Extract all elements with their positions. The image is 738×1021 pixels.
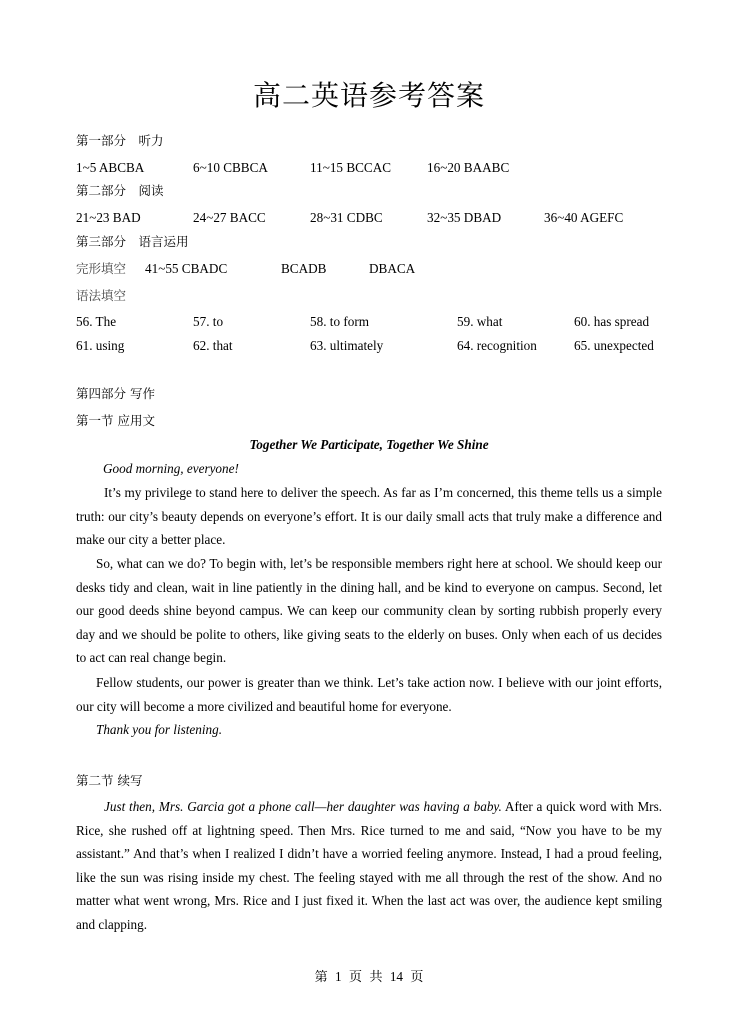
continuation-body: After a quick word with Mrs. Rice, she rushed off at lightning speed. Then Mrs. Rice turned to me and said, “Now you have to be my assistant.” And that’s when I realized I didn’t have a worried feeling anymore. Instead, I had a proud feeling, like the sun was rising inside my chest. The feeling stayed with me all through the rest of the show. And no matter what went wrong, Mrs. Rice and I just fixed it. When the last act was over, the audience kept smiling and clapping. [76, 799, 663, 932]
part4-heading: 第四部分 写作 [76, 386, 155, 401]
grammar-answer: 58. to form [310, 314, 369, 329]
essay-paragraph: It’s my privilege to stand here to deliver the speech. As far as I’m concerned, this theme tells us a simple truth: our city’s beauty depends on everyone’s effort. It is our daily small acts that truly make a difference and make our city a better place. [76, 485, 662, 548]
grammar-answer: 65. unexpected [574, 338, 654, 353]
answer-group: 11~15 BCCAC [310, 160, 392, 175]
essay-paragraph: So, what can we do? To begin with, let’s be responsible members right here at school. We should keep our desks tidy and clean, wait in line patiently in the dining hall, and be kind to everyone on campus. Second, let our good deeds shine beyond campus. We can keep our community clean by sorting rubbish properly every day and we should be polite to others, like giving seats to the elderly on buses. Only when each of us decides to act can real change begin. [76, 556, 662, 666]
part1-heading: 第一部分 听力 [76, 133, 164, 148]
answer-group: BCADB [281, 261, 327, 276]
answer-group: 36~40 AGEFC [544, 210, 624, 225]
grammar-answer: 60. has spread [574, 314, 650, 329]
page-footer: 第 1 页 共 14 页 [314, 969, 424, 984]
answer-group: 21~23 BAD [76, 210, 141, 225]
page-title: 高二英语参考答案 [252, 79, 485, 112]
answer-group: 41~55 CBADC [145, 261, 228, 276]
part3-heading: 第三部分 语言运用 [76, 234, 189, 249]
grammar-answer: 56. The [76, 314, 117, 329]
grammar-label: 语法填空 [76, 288, 127, 303]
grammar-answer: 63. ultimately [310, 338, 384, 353]
answer-group: 32~35 DBAD [427, 210, 502, 225]
answer-group: 16~20 BAABC [427, 160, 510, 175]
essay-closing: Thank you for listening. [96, 722, 223, 737]
essay-title: Together We Participate, Together We Shine [249, 437, 489, 452]
continuation-lead: Just then, Mrs. Garcia got a phone call—her daughter was having a baby. [104, 799, 502, 814]
grammar-answer: 62. that [193, 338, 233, 353]
answer-group: DBACA [369, 261, 416, 276]
answer-group: 1~5 ABCBA [76, 160, 145, 175]
answer-group: 24~27 BACC [193, 210, 266, 225]
cloze-label: 完形填空 [76, 261, 127, 276]
answer-group: 6~10 CBBCA [193, 160, 268, 175]
part2-heading: 第二部分 阅读 [76, 183, 164, 198]
continuation-paragraph [76, 795, 662, 937]
answer-group: 28~31 CDBC [310, 210, 383, 225]
section1-heading: 第一节 应用文 [76, 413, 155, 428]
grammar-answer: 57. to [193, 314, 224, 329]
essay-paragraph: Fellow students, our power is greater than we think. Let’s take action now. I believe with our joint efforts, our city will become a more civilized and beautiful home for everyone. [76, 675, 662, 714]
grammar-answer: 64. recognition [457, 338, 537, 353]
essay-greeting: Good morning, everyone! [103, 461, 239, 476]
section2-heading: 第二节 续写 [76, 773, 143, 788]
grammar-answer: 61. using [76, 338, 125, 353]
grammar-answer: 59. what [457, 314, 503, 329]
